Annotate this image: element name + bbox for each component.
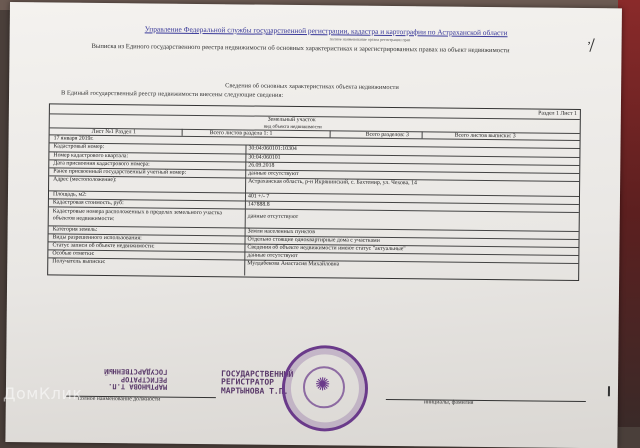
row-label: Статус записи об объекте недвижимости:: [52, 242, 155, 250]
row-label: Получатель выписки:: [52, 258, 106, 266]
divider: [49, 198, 579, 205]
cadastral-number: 30:04:060101:10304: [248, 145, 297, 153]
total-sheets: Всего листов выписки: 3: [454, 132, 516, 140]
row-value: 147888.8: [247, 201, 270, 208]
eagle-emblem-icon: ✺: [314, 374, 331, 396]
row-label: Виды разрешенного использования:: [52, 234, 142, 242]
row-label: Кадастровая стоимость, руб:: [52, 199, 124, 207]
row-value: данные отсутствуют: [247, 252, 298, 260]
total-sections: Всего разделов: 3: [365, 131, 410, 139]
row-label: Кадастровые номера расположенных в пределах земельного участка объектов недвижимости:: [52, 208, 223, 222]
section-intro: В Единый государственный реестр недвижимости внесены следующие сведения:: [61, 89, 284, 99]
column-divider: [244, 144, 246, 275]
name-line: [386, 399, 586, 402]
divider: [49, 190, 579, 197]
agency-title: Управление Федеральной службы государственной регистрации, кадастра и картографии по Астраханской области: [144, 24, 508, 38]
row-value: 26.09.2018: [248, 162, 275, 169]
row-value: 30:04:060101: [248, 154, 281, 161]
divider: [422, 131, 423, 138]
total-sheets-section: Всего листов раздела 1: 1: [209, 130, 273, 137]
official-seal: [282, 345, 369, 432]
row-label: Адрес (местоположение):: [53, 176, 117, 184]
pen-mark: ,: [587, 32, 591, 47]
info-table: [47, 103, 581, 281]
watermark: ДомКлик: [3, 384, 83, 403]
agency-note: полное наименование органа регистрации прав: [329, 36, 411, 43]
row-value: Астраханская область, р-н Икрянинский, с. Бахтемир, ул. Чехова, 14: [248, 178, 417, 187]
extract-title: Выписка из Единого государственного реестра недвижимости об основных характеристиках и зарегистрированных правах на объект недвижимости: [91, 42, 510, 55]
pen-tick: [608, 386, 610, 396]
cadastral-number-label: Кадастровый номер:: [53, 143, 105, 150]
row-value: данные отсутствуют: [248, 170, 299, 178]
object-type: Земельный участок: [267, 116, 316, 124]
row-label: Номер кадастрового квартала:: [53, 152, 129, 160]
row-label: Категория земель:: [52, 226, 98, 233]
section-ref: Раздел 1 Лист 1: [538, 110, 577, 117]
row-value: данные отсутствуют: [247, 213, 299, 221]
extract-date: 17 января 2019г.: [53, 135, 94, 142]
row-value: Сведения об объекте недвижимости имеют статус "актуальные": [247, 244, 406, 253]
row-value: Земли населенных пунктов: [247, 228, 315, 236]
row-label: Дата присвоения кадастрового номера:: [53, 160, 150, 168]
section-title: Сведения об основных характеристиках объекта недвижимости: [225, 82, 399, 92]
mirrored-registrar-stamp: МАРТЫНОВА Т.П. РЕГИСТРАТОР ГОСУДАРСТВЕННЫЙ: [104, 367, 168, 391]
row-value: 401 +/- 7: [247, 193, 270, 200]
row-value: Отдельно стоящие одноквартирные дома с участками: [247, 236, 380, 244]
document-sheet: [5, 2, 622, 448]
divider: [50, 142, 580, 149]
sheet-info: Лист №1 Раздел 1: [91, 128, 136, 136]
row-label: Особые отметки:: [52, 250, 95, 257]
divider: [330, 130, 331, 137]
divider: [49, 151, 579, 158]
object-type-caption: вид объекта недвижимости: [263, 124, 322, 131]
row-label: Площадь, м2:: [52, 191, 87, 198]
registrar-stamp: ГОСУДАРСТВЕННЫЙ РЕГИСТРАТОР МАРТЫНОВА Т.П.: [220, 369, 294, 396]
row-value: Мулдабекова Анастасия Михайловна: [247, 260, 340, 268]
divider: [182, 129, 183, 136]
row-label: Ранее присвоенный государственный учетный номер:: [53, 168, 187, 176]
position-caption: полное наименование должности: [77, 395, 161, 403]
name-caption: инициалы, фамилия: [423, 399, 474, 406]
